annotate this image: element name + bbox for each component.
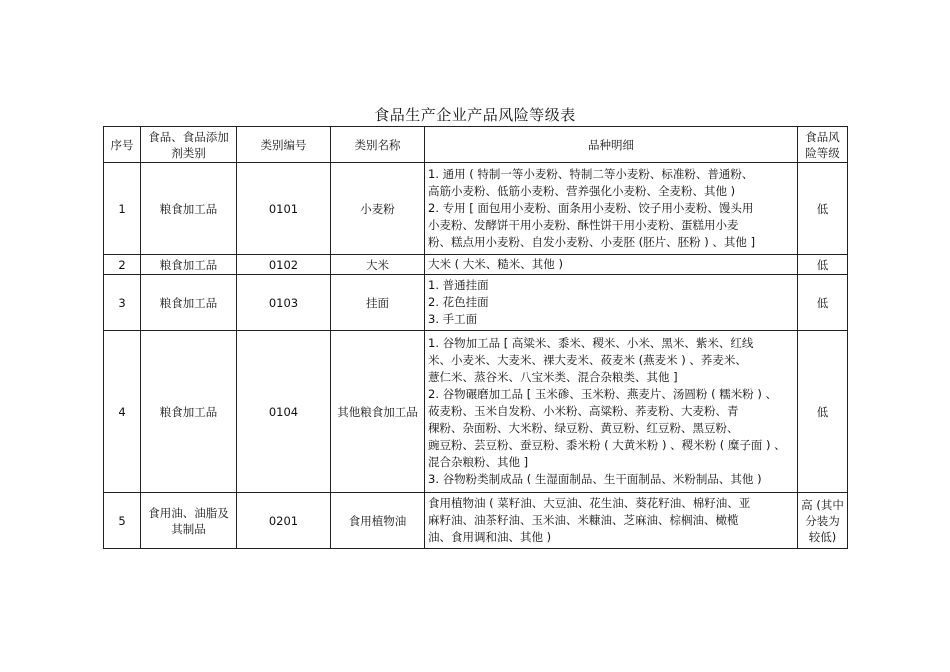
detail-line: 薏仁米、蒸谷米、八宝米类、混合杂粮类、其他 ] xyxy=(428,370,678,384)
page-title: 食品生产企业产品风险等级表 xyxy=(374,106,576,124)
cell-seq: 1 xyxy=(104,163,141,255)
detail-line: 1. 普通挂面 xyxy=(428,278,489,292)
header-detail: 品种明细 xyxy=(425,127,798,163)
cell-detail xyxy=(425,331,798,493)
cell-code: 0104 xyxy=(237,331,331,493)
cell-seq: 3 xyxy=(104,275,141,331)
detail-line: 豌豆粉、芸豆粉、蚕豆粉、黍米粉 ( 大黄米粉 ) 、稷米粉 ( 糜子面 ) 、 xyxy=(428,438,786,452)
detail-line: 1. 谷物加工品 [ 高粱米、黍米、稷米、小米、黑米、紫米、红线 xyxy=(428,336,754,350)
detail-line: 3. 谷物粉类制成品 ( 生湿面制品、生干面制品、米粉制品、其他 ) xyxy=(428,472,762,486)
header-code: 类别编号 xyxy=(237,127,331,163)
detail-line: 小麦粉、发酵饼干用小麦粉、酥性饼干用小麦粉、蛋糕用小麦 xyxy=(428,218,739,232)
table-row xyxy=(104,493,848,549)
cell-category: 粮食加工品 xyxy=(141,255,237,275)
risk-level-table xyxy=(103,126,848,549)
detail-line: 2. 花色挂面 xyxy=(428,295,489,309)
detail-line: 3. 手工面 xyxy=(428,312,478,326)
cell-category: 粮食加工品 xyxy=(141,275,237,331)
cell-seq: 4 xyxy=(104,331,141,493)
table-row xyxy=(104,275,848,331)
cell-detail xyxy=(425,275,798,331)
detail-line: 高筋小麦粉、低筋小麦粉、营养强化小麦粉、全麦粉、其他 ) xyxy=(428,184,736,198)
cell-code: 0101 xyxy=(237,163,331,255)
cell-name: 其他粮食加工品 xyxy=(331,331,425,493)
table-row xyxy=(104,331,848,493)
cell-risk: 低 xyxy=(798,163,848,255)
header-name: 类别名称 xyxy=(331,127,425,163)
header-risk: 食品风险等级 xyxy=(798,127,848,163)
detail-line: 食用植物油 ( 菜籽油、大豆油、花生油、葵花籽油、棉籽油、亚 xyxy=(428,496,751,510)
table-row xyxy=(104,255,848,275)
cell-seq: 5 xyxy=(104,493,141,549)
detail-line: 油、食用调和油、其他 ) xyxy=(428,530,552,544)
cell-category: 食用油、油脂及其制品 xyxy=(141,493,237,549)
cell-name: 大米 xyxy=(331,255,425,275)
table-header-row xyxy=(104,127,848,163)
header-seq: 序号 xyxy=(104,127,141,163)
cell-risk: 低 xyxy=(798,331,848,493)
detail-line: 混合杂粮粉、其他 ] xyxy=(428,455,529,469)
cell-name: 挂面 xyxy=(331,275,425,331)
table-row xyxy=(104,163,848,255)
detail-line: 1. 通用 ( 特制一等小麦粉、特制二等小麦粉、标准粉、普通粉、 xyxy=(428,167,754,181)
cell-code: 0201 xyxy=(237,493,331,549)
cell-name: 食用植物油 xyxy=(331,493,425,549)
cell-seq: 2 xyxy=(104,255,141,275)
detail-line: 粉、糕点用小麦粉、自发小麦粉、小麦胚 (胚片、胚粉 ) 、其他 ] xyxy=(428,235,756,249)
cell-code: 0103 xyxy=(237,275,331,331)
cell-detail xyxy=(425,493,798,549)
cell-detail xyxy=(425,255,798,275)
cell-name: 小麦粉 xyxy=(331,163,425,255)
detail-line: 莜麦粉、玉米自发粉、小米粉、高粱粉、荞麦粉、大麦粉、青 xyxy=(428,404,739,418)
cell-code: 0102 xyxy=(237,255,331,275)
cell-risk: 高 (其中分装为较低) xyxy=(798,493,848,549)
cell-risk: 低 xyxy=(798,275,848,331)
header-category: 食品、食品添加剂类别 xyxy=(141,127,237,163)
cell-risk: 低 xyxy=(798,255,848,275)
cell-category: 粮食加工品 xyxy=(141,331,237,493)
detail-line: 米、小麦米、大麦米、裸大麦米、莜麦米 (燕麦米 ) 、荞麦米、 xyxy=(428,353,747,367)
detail-line: 2. 谷物碾磨加工品 [ 玉米碜、玉米粉、燕麦片、汤圆粉 ( 糯米粉 ) 、 xyxy=(428,387,778,401)
detail-line: 麻籽油、油茶籽油、玉米油、米糠油、芝麻油、棕榈油、橄榄 xyxy=(428,513,739,527)
cell-detail xyxy=(425,163,798,255)
cell-category: 粮食加工品 xyxy=(141,163,237,255)
detail-line: 稞粉、杂面粉、大米粉、绿豆粉、黄豆粉、红豆粉、黑豆粉、 xyxy=(428,421,739,435)
detail-line: 2. 专用 [ 面包用小麦粉、面条用小麦粉、饺子用小麦粉、馒头用 xyxy=(428,201,754,215)
detail-line: 大米 ( 大米、糙米、其他 ) xyxy=(428,257,563,271)
